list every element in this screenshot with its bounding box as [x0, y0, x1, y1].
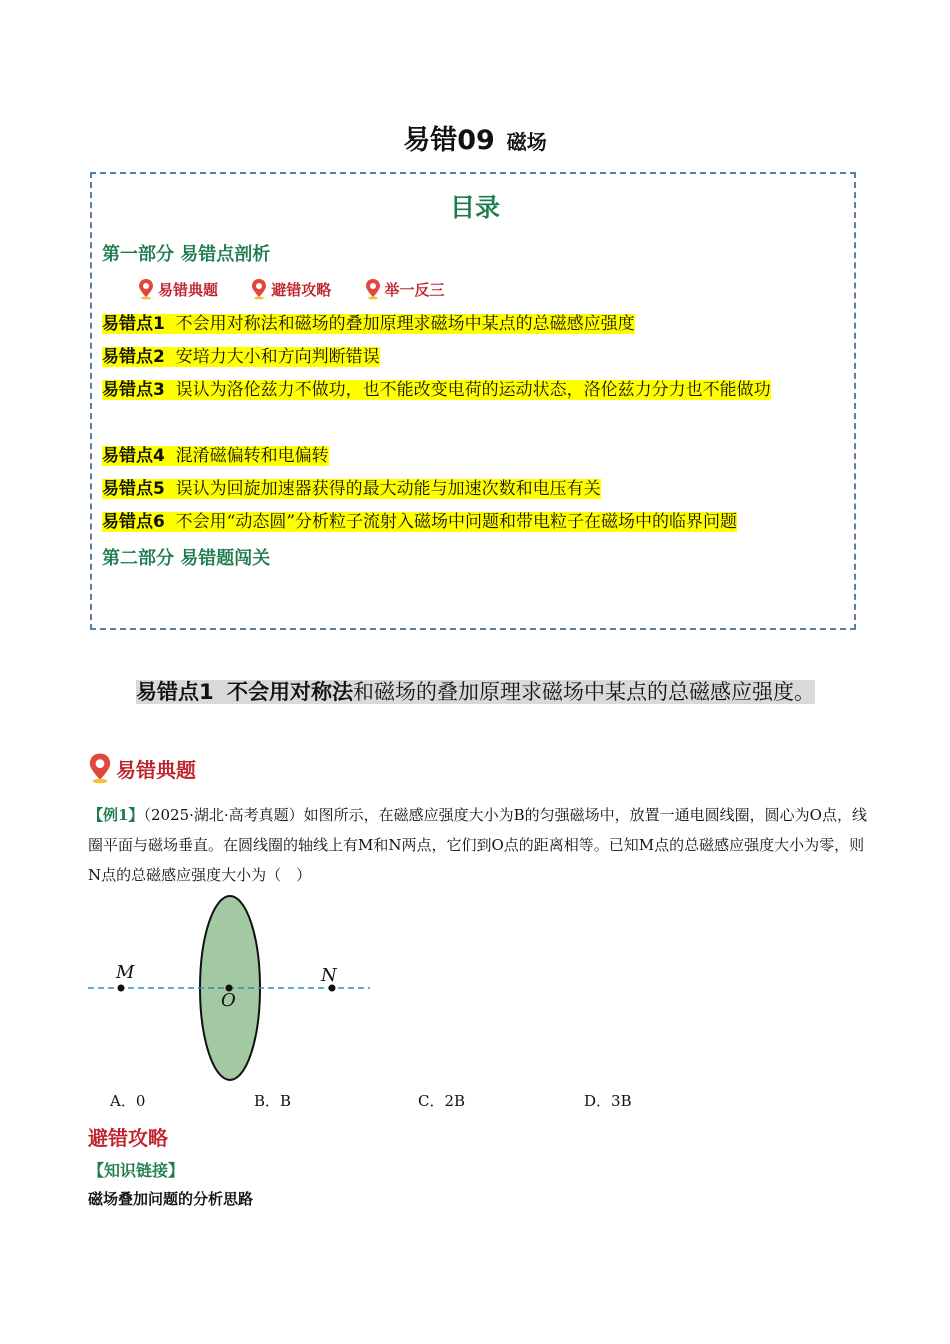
tag-practice[interactable]	[365, 278, 445, 300]
section-label: 易错点1	[136, 680, 214, 704]
toc-item-4[interactable]	[102, 440, 850, 473]
location-pin-icon	[365, 278, 381, 300]
knowledge-tag: 【知识链接】	[88, 1161, 185, 1180]
knowledge-title: 磁场叠加问题的分析思路	[88, 1190, 254, 1208]
page-title	[0, 118, 950, 157]
toc-item-text: 误认为洛伦兹力不做功，也不能改变电荷的运动状态，洛伦兹力分力也不能做功	[175, 380, 771, 400]
toc-item-label: 易错点3	[102, 380, 165, 400]
toc-item-text: 安培力大小和方向判断错误	[175, 347, 380, 367]
option-b[interactable]: B．B	[254, 1092, 292, 1110]
section-title-rest: 和磁场的叠加原理求磁场中某点的总磁感应强度。	[352, 680, 815, 704]
title-main: 易错09	[403, 125, 495, 156]
tag-practice-label: 举一反三	[384, 280, 445, 299]
section-title-bold: 不会用对称法	[226, 680, 353, 704]
toc-heading: 目录	[449, 193, 500, 222]
point-m	[118, 985, 125, 992]
option-a[interactable]: A．0	[110, 1092, 146, 1110]
toc-item-label: 易错点4	[102, 446, 165, 466]
strategy-heading: 避错攻略	[88, 1126, 168, 1150]
tag-strategy[interactable]	[251, 278, 331, 300]
example-tag: 【例1】	[88, 806, 144, 824]
toc-part2[interactable]: 第二部分 易错题闯关	[102, 548, 271, 569]
toc-part1[interactable]: 第一部分 易错点剖析	[102, 244, 271, 265]
label-n: N	[321, 965, 337, 986]
location-pin-icon	[138, 278, 154, 300]
toc-item-text: 误认为回旋加速器获得的最大动能与加速次数和电压有关	[175, 479, 601, 499]
toc-item-label: 易错点1	[102, 314, 165, 334]
toc-item-label: 易错点2	[102, 347, 165, 367]
toc-item-text: 混淆磁偏转和电偏转	[175, 446, 329, 466]
example-body: （2025·湖北·高考真题）如图所示，在磁感应强度大小为B的匀强磁场中，放置一通电圆线圈，圆心为O点，线圈平面与磁场垂直。在圆线圈的轴线上有M和N两点，它们到O点的距离相等。已知M点的总磁感应强度大小为零，则N点的总磁感应强度大小为（ ）	[88, 806, 867, 884]
label-m: M	[116, 962, 135, 983]
title-sub: 磁场	[506, 130, 547, 154]
typical-heading-text: 易错典题	[116, 757, 196, 782]
location-pin-icon	[88, 752, 112, 784]
tag-typical-label: 易错典题	[158, 280, 219, 299]
toc-item-text: 不会用“动态圆”分析粒子流射入磁场中问题和带电粒子在磁场中的临界问题	[175, 512, 738, 532]
toc-item-label: 易错点5	[102, 479, 165, 499]
option-c[interactable]: C．2B	[418, 1092, 466, 1110]
option-d[interactable]: D．3B	[584, 1092, 632, 1110]
toc-item-text: 不会用对称法和磁场的叠加原理求磁场中某点的总磁感应强度	[175, 314, 635, 334]
toc-item-3[interactable]	[102, 374, 850, 407]
section-title	[88, 672, 868, 712]
location-pin-icon	[251, 278, 267, 300]
typical-heading	[88, 752, 196, 784]
coil-figure	[88, 892, 378, 1084]
tag-strategy-label: 避错攻略	[271, 280, 332, 299]
toc-tags	[138, 278, 473, 304]
tag-typical[interactable]	[138, 278, 218, 300]
toc-item-2[interactable]	[102, 341, 850, 374]
toc-item-5[interactable]	[102, 473, 850, 506]
toc-item-6[interactable]	[102, 506, 850, 539]
example-text	[88, 800, 868, 890]
toc-item-label: 易错点6	[102, 512, 165, 532]
toc-item-1[interactable]	[102, 308, 850, 341]
label-o: O	[221, 990, 236, 1011]
